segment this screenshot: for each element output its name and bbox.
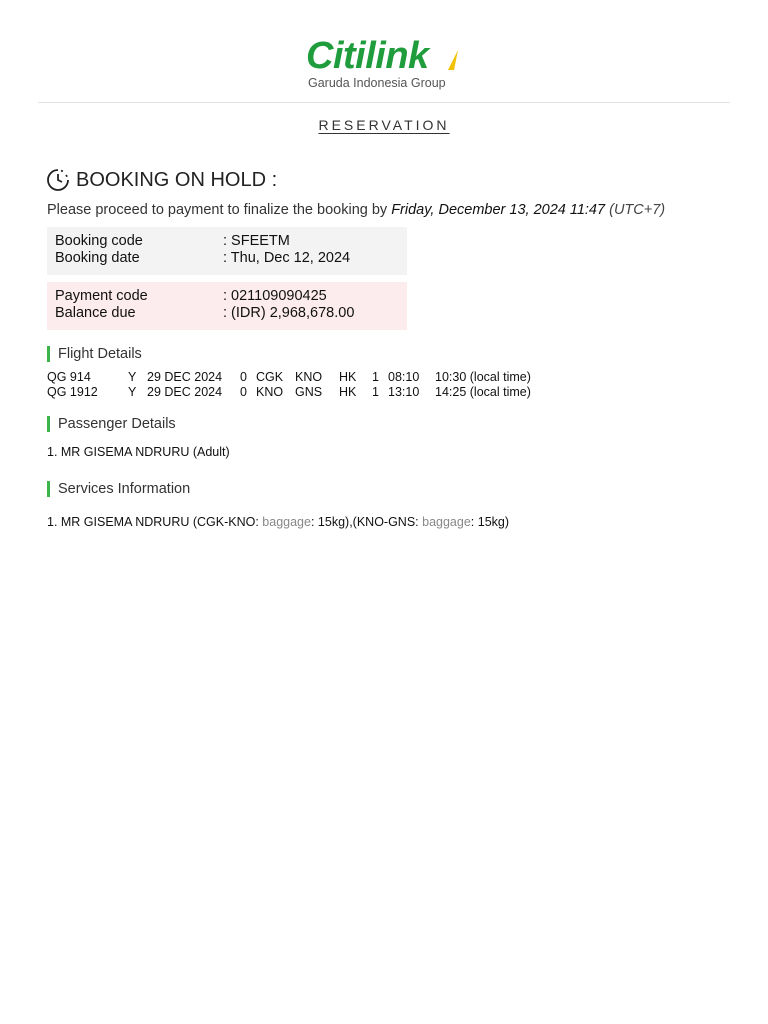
deadline-timezone: (UTC+7)	[609, 202, 666, 218]
booking-on-hold-title	[46, 168, 277, 192]
services-item	[47, 515, 509, 529]
flight-class: Y	[128, 385, 137, 399]
services-suffix: )	[504, 515, 510, 529]
booking-code-value: : SFEETM	[223, 233, 290, 249]
flight-stops: 0	[240, 370, 247, 384]
booking-date-label: Booking date	[55, 250, 140, 266]
booking-code-label: Booking code	[55, 233, 143, 249]
hold-title-text: BOOKING ON HOLD :	[76, 168, 278, 191]
payment-code-row	[55, 288, 407, 305]
citilink-logo	[306, 36, 466, 90]
logo-leaf-icon	[447, 48, 459, 70]
services-information-title: Services Information	[58, 481, 191, 497]
flight-row	[47, 370, 531, 385]
reservation-heading: RESERVATION	[318, 117, 450, 133]
services-mid: ),(KNO-GNS:	[345, 515, 423, 529]
section-accent-bar	[47, 346, 50, 362]
flight-destination: GNS	[295, 385, 323, 399]
passenger-details-heading	[47, 416, 176, 432]
flight-stops: 0	[240, 385, 247, 399]
baggage-value: : 15kg	[310, 515, 346, 529]
flight-class: Y	[128, 370, 137, 384]
baggage-label: baggage	[262, 515, 311, 529]
section-accent-bar	[47, 416, 50, 432]
flight-origin: KNO	[256, 385, 284, 399]
balance-due-value: : (IDR) 2,968,678.00	[223, 305, 355, 321]
payment-code-value: : 021109090425	[223, 288, 327, 304]
flight-list	[47, 370, 531, 400]
flight-number: QG 1912	[47, 385, 98, 399]
flight-details-heading	[47, 346, 142, 362]
baggage-value: : 15kg	[470, 515, 505, 529]
flight-arrival: 14:25 (local time)	[435, 385, 531, 399]
booking-date-value: : Thu, Dec 12, 2024	[223, 250, 351, 266]
passenger-item: 1. MR GISEMA NDRURU (Adult)	[47, 445, 230, 459]
booking-date-row	[55, 250, 407, 267]
booking-code-row	[55, 233, 407, 250]
flight-quantity: 1	[372, 370, 379, 384]
flight-destination: KNO	[295, 370, 323, 384]
logo-wordmark: Citilink	[306, 35, 429, 77]
section-accent-bar	[47, 481, 50, 497]
header	[0, 0, 768, 104]
booking-info-box	[47, 227, 407, 275]
services-information-heading	[47, 481, 190, 497]
payment-code-label: Payment code	[55, 288, 148, 304]
flight-status: HK	[339, 385, 357, 399]
passenger-list	[47, 445, 230, 459]
baggage-label: baggage	[422, 515, 471, 529]
payment-info-box	[47, 282, 407, 330]
header-divider	[38, 102, 730, 103]
deadline-datetime: Friday, December 13, 2024 11:47	[391, 202, 606, 218]
flight-date: 29 DEC 2024	[147, 370, 223, 384]
passenger-details-title: Passenger Details	[58, 416, 176, 432]
flight-status: HK	[339, 370, 357, 384]
flight-quantity: 1	[372, 385, 379, 399]
flight-arrival: 10:30 (local time)	[435, 370, 531, 384]
flight-row	[47, 385, 531, 400]
balance-due-label: Balance due	[55, 305, 136, 321]
flight-details-title: Flight Details	[58, 346, 142, 362]
clock-icon	[46, 168, 70, 192]
services-prefix: 1. MR GISEMA NDRURU (CGK-KNO:	[47, 515, 263, 529]
flight-date: 29 DEC 2024	[147, 385, 223, 399]
flight-number: QG 914	[47, 370, 91, 384]
flight-departure: 13:10	[388, 385, 420, 399]
balance-due-row	[55, 305, 407, 322]
logo-subtitle: Garuda Indonesia Group	[308, 76, 446, 90]
payment-deadline-notice	[47, 202, 665, 218]
flight-departure: 08:10	[388, 370, 420, 384]
flight-origin: CGK	[256, 370, 284, 384]
proceed-text: Please proceed to payment to finalize the booking by	[47, 202, 388, 218]
